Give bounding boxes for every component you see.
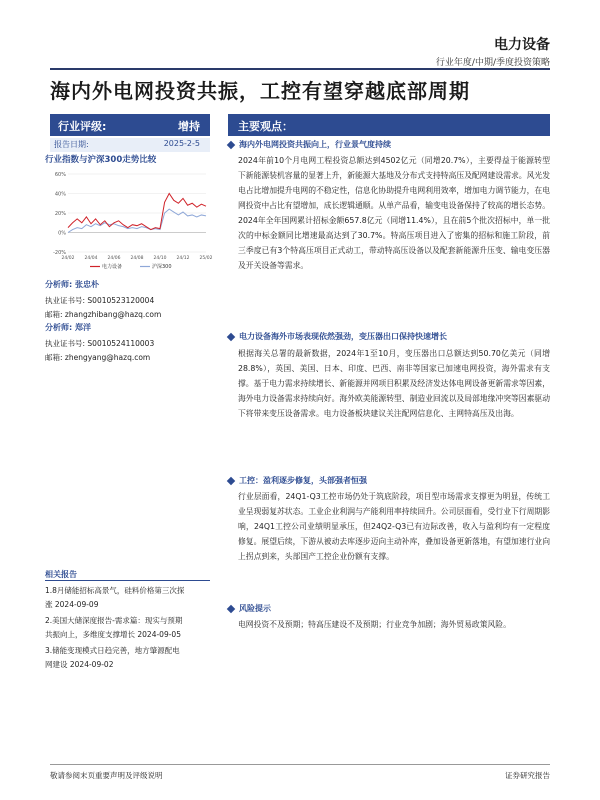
analyst-2-email-value[interactable]: zhengyang@hazq.com [64,353,151,362]
related-reports-title: 相关报告 [45,570,77,579]
related-report-1-line1: 1.8月储能招标高景气，硅料价格第三次探 [45,586,185,595]
rating-value: 增持 [178,120,200,133]
series-line-电力设备 [68,194,206,230]
x-tick-label: 24/04 [84,256,98,261]
section-4-heading-text: 风险提示 [239,604,271,613]
related-report-1-line2: 涨 2024-09-09 [45,600,99,609]
footer-label: 证券研究报告 [505,771,550,780]
y-tick-label: 40% [54,191,66,198]
x-tick-label: 24/06 [107,256,121,261]
related-report-2-line2: 共振向上，多维度支撑增长 2024-09-05 [45,630,181,639]
x-tick-label: 24/08 [130,256,144,261]
date-value: 2025-2-5 [163,139,200,148]
analyst-2-name: 郑洋 [75,323,91,332]
section-2-body: 根据海关总署的最新数据，2024年1至10月，变压器出口总额达到50.70亿美元（同增28.8%），英国、美国、日本、印度、巴西、南非等国家已加速电网投资，海外需求有支撑。基于电力需求持续增长、新能源并网项目积累及经济发达体电网设备更新需求等因素，海外电力设备需求持续向好。海外欧美能源转型、制造业回流以及局部地缘冲突等因素驱动下将带来变压设备需求。电力设备板块建议关注配网信息化、主网特高压及出海。 [238,349,550,418]
key-points-header [228,114,550,136]
y-tick-label: -20% [53,250,66,256]
report-type: 行业年度/中期/季度投资策略 [435,58,550,68]
analyst-2-cert-label: 执业证书号: [45,339,86,348]
section-1-heading [228,139,391,150]
x-tick-label: 24/12 [176,256,190,261]
related-report-3-line2: 网建设 2024-09-02 [45,660,114,669]
related-report-3-line1: 3.储能变现模式日趋完善，地方肇源配电 [45,646,180,655]
analyst-1-name: 张忠朴 [75,280,99,289]
analyst-1-cert [45,295,154,306]
section-3-body: 行业层面看，24Q1-Q3工控市场仍处于筑底阶段，项目型市场需求支撑更为明显，传统工业呈现弱复苏状态。工业企业利润与产能利用率持续回升。公司层面看，受行业下行周期影响，24Q1工控公司业绩明显承压，但24Q2-Q3已有边际改善，收入与盈利均有一定程度修复。展望后续，下游从被动去库逐步迈向主动补库，叠加设备更新落地，有望加速行业向上拐点到来，头部国产工控企业份额有支撑。 [238,492,550,561]
section-2-heading-text: 电力设备海外市场表现依然强劲，变压器出口保持快速增长 [239,332,447,341]
x-tick-label: 24/02 [61,256,75,261]
key-points-title: 主要观点： [238,120,293,133]
rating-label: 行业评级: [58,120,107,133]
x-tick-label: 24/10 [153,256,167,261]
related-report-2-line1: 2.美国大储深度报告-需求篇：现实与预期 [45,616,183,625]
section-1-heading-text: 海内外电网投资共振向上，行业景气度持续 [239,140,391,149]
analyst-2-email [45,352,150,363]
analyst-2-email-label: 邮箱: [45,353,63,362]
related-report-1[interactable] [45,584,220,612]
legend-label: 电力设备 [102,264,123,270]
footer-divider [50,764,550,765]
y-tick-label: 20% [54,211,66,217]
diamond-bullet-icon [227,140,235,148]
analyst-2-cert-value: S0010524110003 [87,339,155,348]
analyst-1-header [45,279,215,290]
rating-box [50,114,210,136]
analyst-1-email [45,309,161,320]
diamond-bullet-icon [227,332,235,340]
analyst-2-label: 分析师: [45,323,73,332]
header-divider [50,68,550,70]
legend-label: 沪深300 [152,264,172,270]
analyst-2-cert [45,338,154,349]
analyst-1-cert-label: 执业证书号: [45,296,86,305]
analyst-1-cert-value: S0010523120004 [87,296,155,305]
section-3-heading [228,475,367,486]
report-title: 海内外电网投资共振，工控有望穿越底部周期 [50,79,470,103]
analyst-1-email-value[interactable]: zhangzhibang@hazq.com [64,310,162,319]
section-4-body: 电网投资不及预期；特高压建设不及预期；行业竞争加剧；海外贸易政策风险。 [238,620,511,629]
chart-title: 行业指数与沪深300走势比较 [45,155,157,165]
section-4-heading [228,603,271,614]
diamond-bullet-icon [227,476,235,484]
y-tick-label: 0% [58,230,66,237]
analyst-2-header [45,322,215,333]
date-label: 报告日期: [54,140,89,149]
section-2-heading [228,331,447,342]
section-3-heading-text: 工控：盈利逐步修复，头部强者恒强 [239,476,367,485]
report-date-row [50,138,210,152]
diamond-bullet-icon [227,604,235,612]
related-report-3[interactable] [45,644,220,672]
x-tick-label: 25/02 [199,256,213,261]
related-report-2[interactable] [45,614,220,642]
analyst-1-email-label: 邮箱: [45,310,63,319]
analyst-1-label: 分析师: [45,280,73,289]
industry-title: 电力设备 [494,37,550,53]
related-divider [45,580,210,581]
y-tick-label: 60% [54,172,66,178]
footer-disclaimer[interactable]: 敬请参阅末页重要声明及评级说明 [50,771,163,780]
section-1-body: 2024年前10个月电网工程投资总额达到4502亿元（同增20.7%），主要得益于能源转型下新能源装机容量的显著上升，新能源大基地及分布式支持特高压及配网建设需求。风光发电占比增加提升电网的不稳定性，信息化协助提升电网利用效率，增加电力调节能力，在电网投资中占比有望增加，成长逻辑通顺。从单产品看，输变电设备保持了较高的增长态势。2024年全年国网累计招标金额657.8亿元（同增11.4%），且在前5个批次招标中，单一批次的中标金额同比增速最高达到了30.7%。特高压项目进入了密集的招标和施工阶段，前三季度已有3个特高压项目正式动工，带动特高压设备以及配套新能源升压变、输电变压器及开关设备等需求。 [238,156,550,270]
index-comparison-chart [50,168,213,274]
